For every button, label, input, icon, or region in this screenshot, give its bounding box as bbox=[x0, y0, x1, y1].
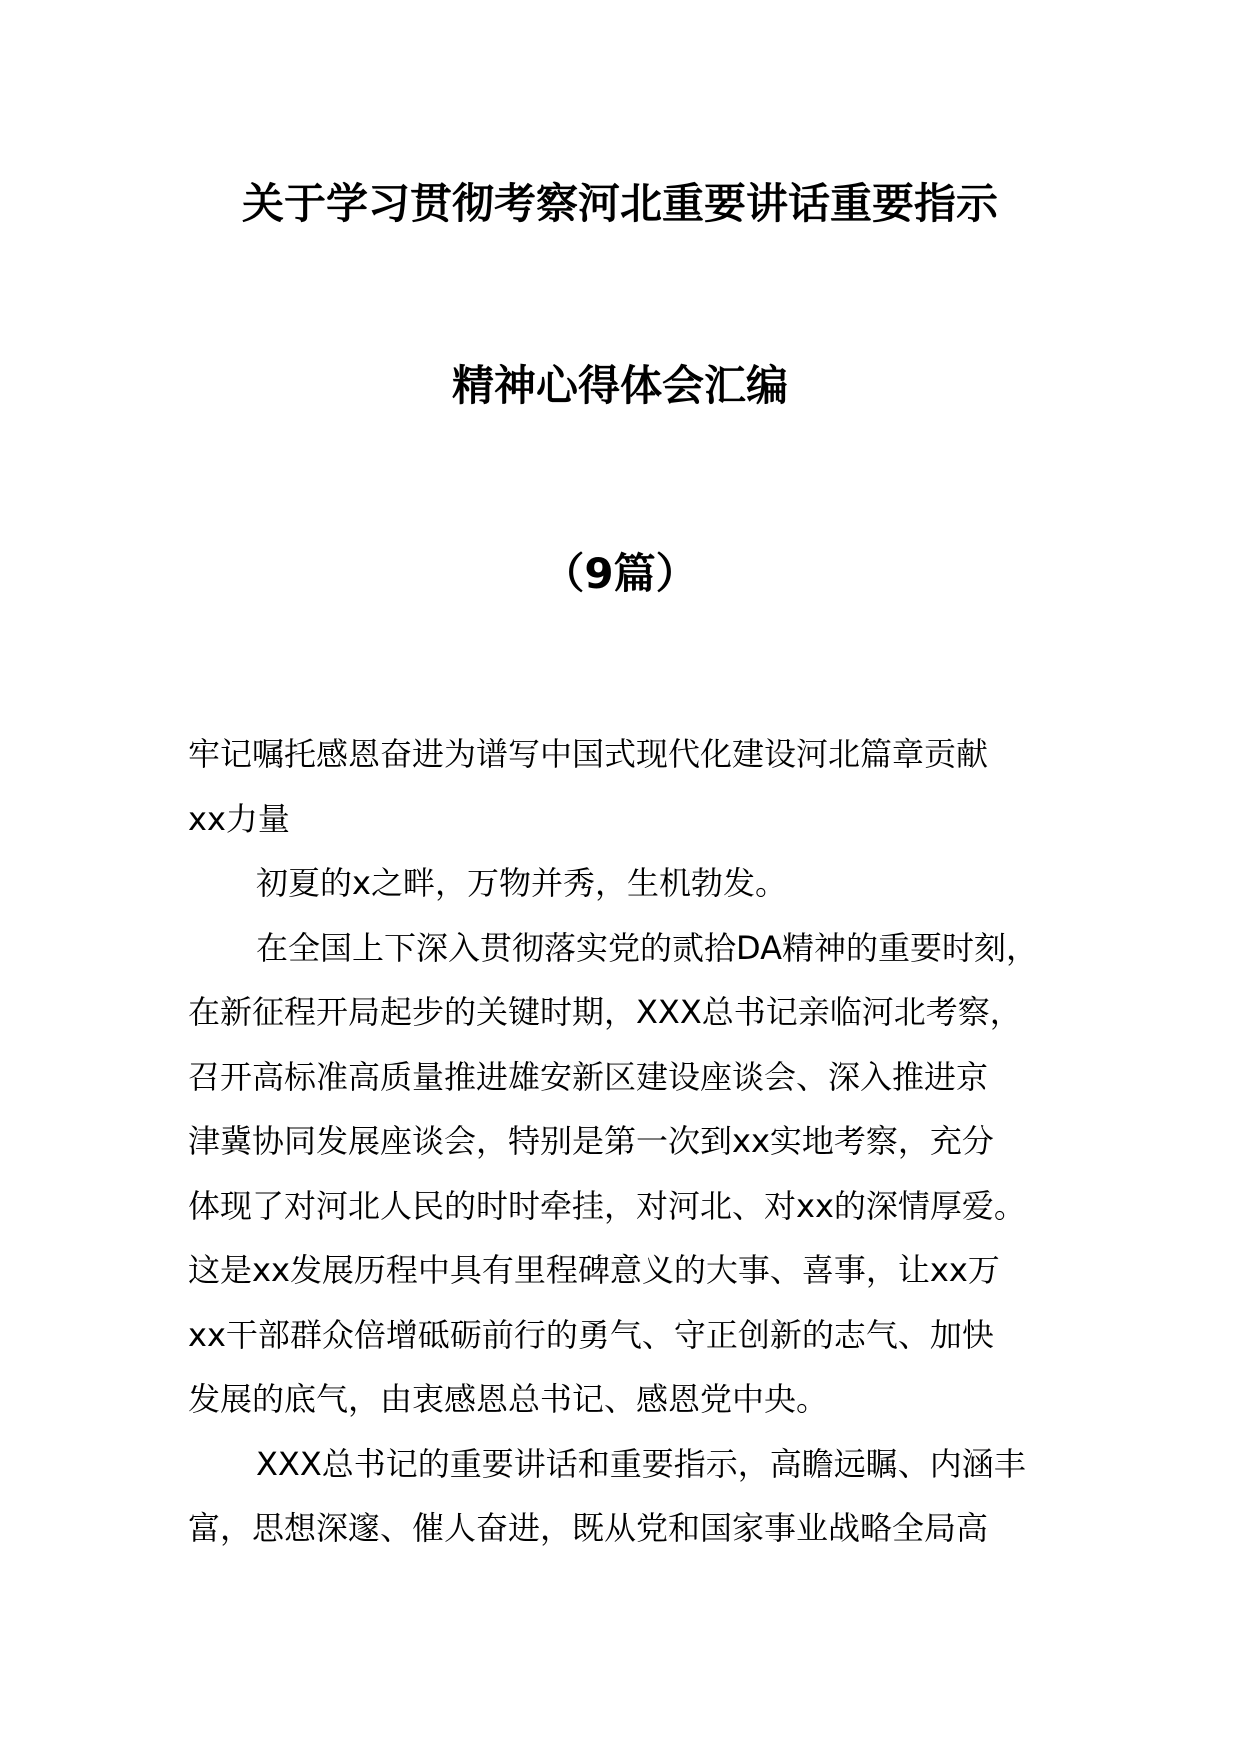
body-line: xx干部群众倍增砥砺前行的勇气、守正创新的志气、加快 bbox=[188, 1315, 994, 1354]
body-line: 在新征程开局起步的关键时期，XXX总书记亲临河北考察， bbox=[188, 993, 1022, 1031]
body-line: XXX总书记的重要讲话和重要指示，高瞻远瞩、内涵丰 bbox=[256, 1444, 1026, 1483]
body-line: xx力量 bbox=[188, 799, 290, 838]
body-line: 富，思想深邃、催人奋进，既从党和国家事业战略全局高 bbox=[188, 1509, 989, 1547]
body-line: 体现了对河北人民的时时牵挂，对河北、对xx的深情厚爱。 bbox=[188, 1186, 1026, 1225]
body-line: 在全国上下深入贯彻落实党的贰拾DA精神的重要时刻， bbox=[256, 928, 1038, 967]
body-line: 初夏的x之畔，万物并秀，生机勃发。 bbox=[256, 864, 787, 902]
document-title-line-1: 关于学习贯彻考察河北重要讲话重要指示 bbox=[241, 179, 998, 228]
body-line: 津冀协同发展座谈会，特别是第一次到xx实地考察，充分 bbox=[188, 1122, 994, 1160]
body-line: 发展的底气，由衷感恩总书记、感恩党中央。 bbox=[188, 1380, 829, 1418]
body-line: 召开高标准高质量推进雄安新区建设座谈会、深入推进京 bbox=[188, 1057, 989, 1096]
document-title-line-2: 精神心得体会汇编 bbox=[451, 361, 788, 410]
body-line: 牢记嘱托感恩奋进为谱写中国式现代化建设河北篇章贡献 bbox=[188, 735, 989, 773]
body-line: 这是xx发展历程中具有里程碑意义的大事、喜事，让xx万 bbox=[188, 1251, 1000, 1289]
document-title-count: （9篇） bbox=[542, 549, 698, 598]
document-body bbox=[188, 722, 1088, 1561]
